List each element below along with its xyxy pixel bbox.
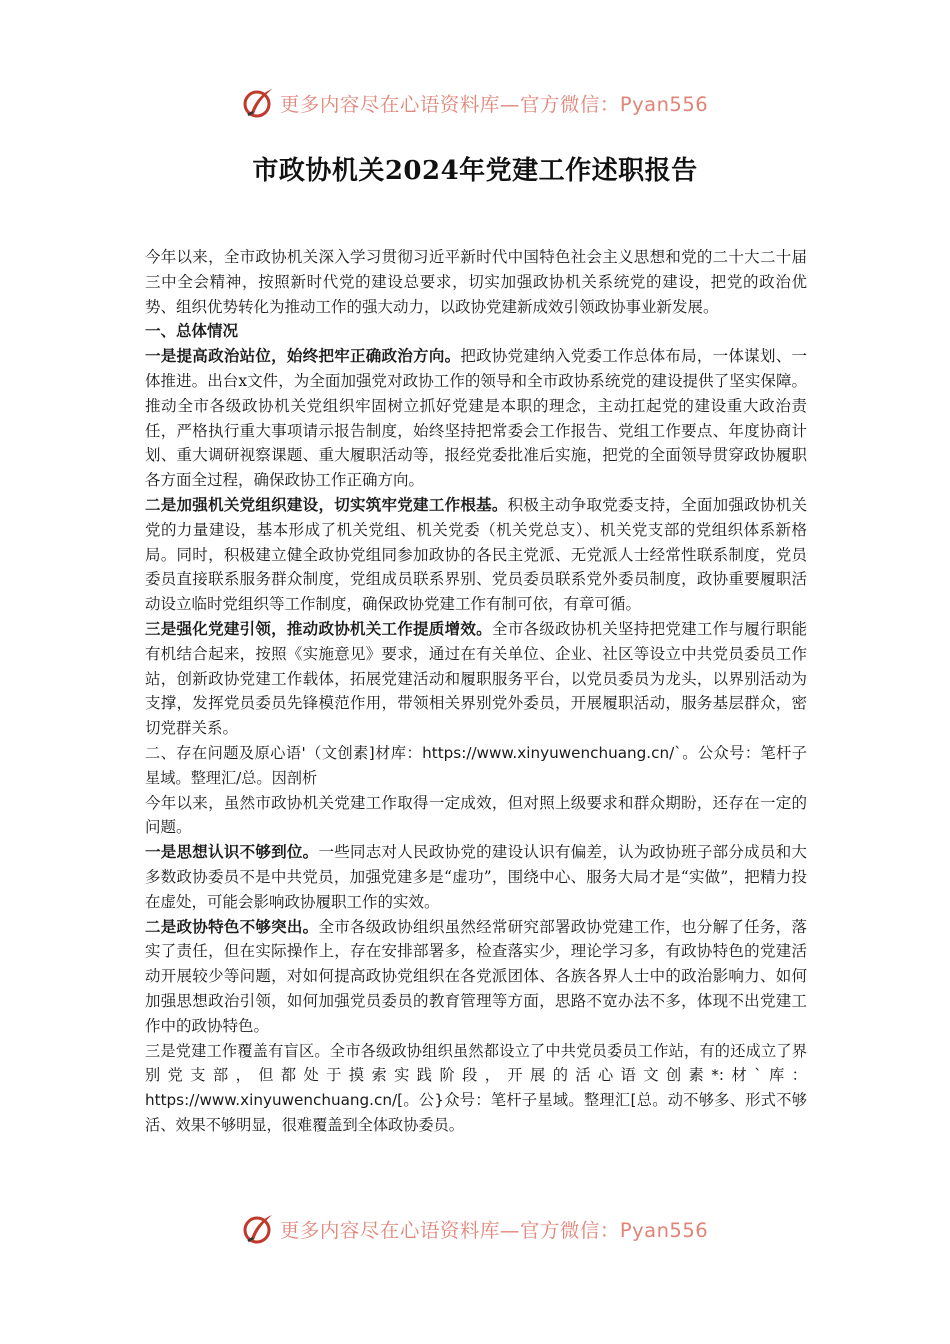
- paragraph-5-lead: 一是思想认识不够到位。: [145, 842, 319, 862]
- document-title: 市政协机关2024年党建工作述职报告: [252, 156, 698, 186]
- banner-text: 更多内容尽在心语资料库—官方微信：Pyan556: [279, 93, 709, 116]
- paragraph-1-body: 把政协党建纳入党委工作总体布局，一体谋划、一体推进。出台x文件，为全面加强党对政协工作的领导和全市政协系统党的建设提供了坚实保障。推动全市各级政协机关党组织牢固树立抓好党建是本职的理念，主动扛起党的建设重大政治责任，严格执行重大事项请示报告制度，始终坚持把常委会工作报告、党组工作要点、年度协商计划、重大调研视察课题、重大履职活动等，报经党委批准后实施，把党的全面领导贯穿政协履职各方面全过程，确保政协工作正确方向。: [145, 347, 807, 490]
- section-heading-overview: 一、总体情况: [145, 321, 239, 341]
- paragraph-3-lead: 三是强化党建引领，推动政协机关工作提质增效。: [145, 618, 492, 638]
- paragraph-1-lead: 一是提高政治站位，始终把牢正确政治方向。: [145, 346, 461, 366]
- paragraph-2: [145, 493, 807, 617]
- paragraph-3-body: 全市各级政协机关坚持把党建工作与履行职能有机结合起来，按照《实施意见》要求，通过在有关单位、企业、社区等设立中共党员委员工作站，创新政协党建工作载体，拓展党建活动和履职服务平台，以党员委员为龙头，以界别活动为支撑，发挥党员委员先锋模范作用，带领相关界别党外委员，开展履职活动，服务基层群众，密切党群关系。: [145, 619, 807, 738]
- paragraph-2-body: 积极主动争取党委支持，全面加强政协机关党的力量建设，基本形成了机关党组、机关党委（机关党总支）、机关党支部的党组织体系新格局。同时，积极建立健全政协党组同参加政协的各民主党派、无党派人士经常性联系制度，党员委员直接联系服务群众制度，党组成员联系界别、党员委员联系党外委员制度，政协重要履职活动设立临时党组织等工作制度，确保政协党建工作有制可依，有章可循。: [145, 495, 807, 614]
- paragraph-5: [145, 840, 807, 914]
- paragraph-6-body: 全市各级政协组织虽然经常研究部署政协党建工作，也分解了任务，落实了责任，但在实际操作上，存在安排部署多，检查落实少，理论学习多，有政协特色的党建活动开展较少等问题，对如何提高政协党组织在各党派团体、各族各界人士中的政治影响力、如何加强思想政治引领，如何加强党员委员的教育管理等方面，思路不宽办法不多，体现不出党建工作中的政协特色。: [145, 917, 807, 1035]
- paragraph-7: 三是党建工作覆盖有盲区。全市各级政协组织虽然都设立了中共党员委员工作站，有的还成立了界别党支部，但都处于摸索实践阶段，开展的活心语文创素*:材`库：https://www.xinyuwenchuang.cn/[。公}众号：笔杆子星域。整理汇[总。动不够多、形式不够活、效果不够明显，很难覆盖到全体政协委员。: [145, 1041, 807, 1134]
- paragraph-1: [145, 344, 807, 493]
- section-heading-problems: 二、存在问题及原心语'（文创素]材库：https://www.xinyuwenchuang.cn/`。公众号：笔杆子星域。整理汇/总。因剖析: [145, 743, 807, 787]
- header-watermark-banner: [0, 83, 950, 123]
- document-body: [145, 245, 807, 1138]
- paragraph-6-lead: 二是政协特色不够突出。: [145, 916, 319, 936]
- paragraph-3: [145, 617, 807, 741]
- paragraph-2-lead: 二是加强机关党组织建设，切实筑牢党建工作根基。: [145, 494, 508, 514]
- paragraph-5-body: 一些同志对人民政协党的建设认识有偏差，认为政协班子部分成员和大多数政协委员不是中共党员，加强党建多是“虚功”，围绕中心、服务大局才是“实做”，把精力投在虚处，可能会影响政协履职工作的实效。: [145, 843, 807, 911]
- banner-text: 更多内容尽在心语资料库—官方微信：Pyan556: [279, 1219, 709, 1242]
- quill-logo-icon: [242, 1212, 276, 1246]
- footer-watermark-banner: [0, 1209, 950, 1249]
- paragraph-4: 今年以来，虽然市政协机关党建工作取得一定成效，但对照上级要求和群众期盼，还存在一定的问题。: [145, 793, 807, 837]
- quill-logo-icon: [242, 86, 276, 120]
- intro-paragraph: 今年以来，全市政协机关深入学习贯彻习近平新时代中国特色社会主义思想和党的二十大二十届三中全会精神，按照新时代党的建设总要求，切实加强政协机关系统党的建设，把党的政治优势、组织优势转化为推动工作的强大动力，以政协党建新成效引领政协事业新发展。: [145, 248, 807, 316]
- paragraph-6: [145, 915, 807, 1039]
